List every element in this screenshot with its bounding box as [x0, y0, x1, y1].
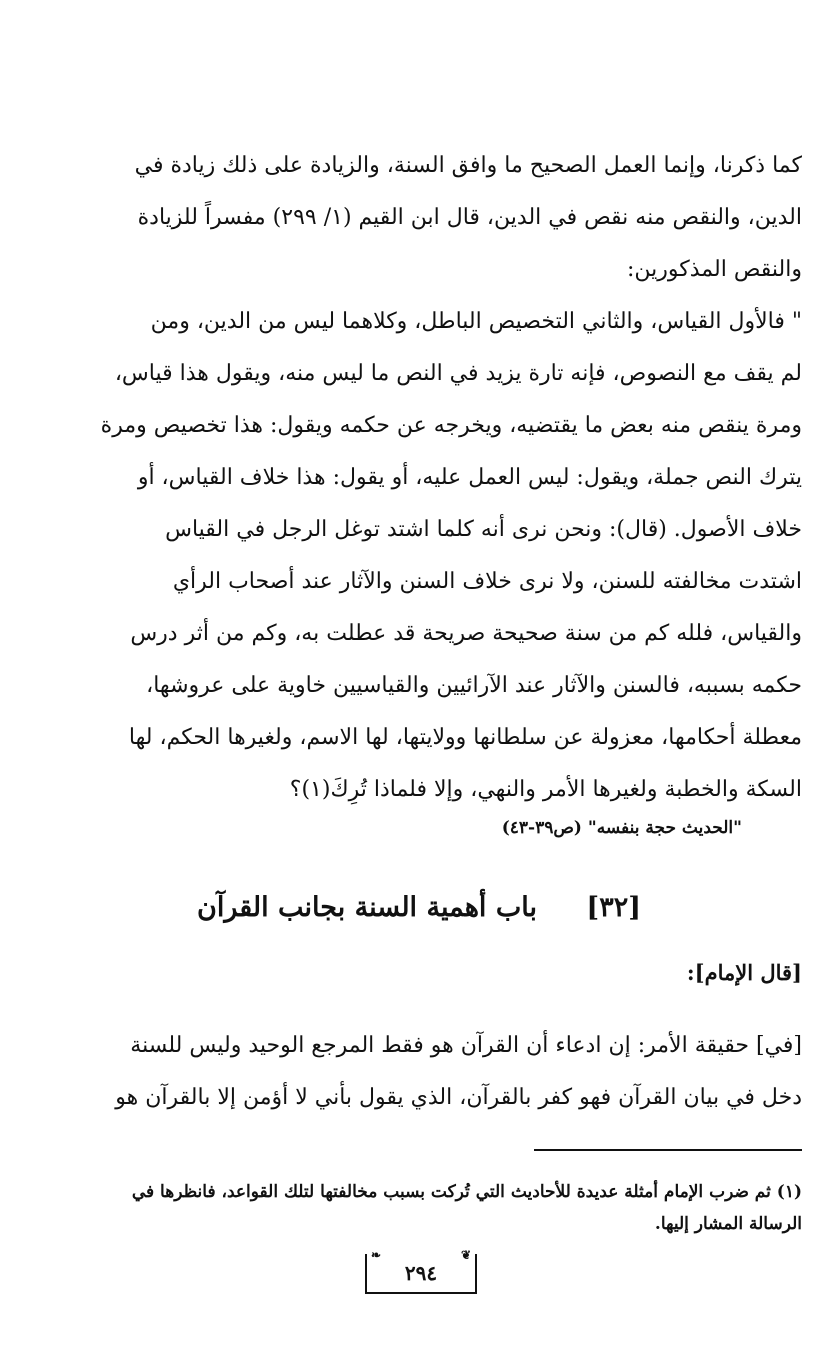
- paragraph-quote: [34, 296, 802, 816]
- chapter-number: [٣٢]: [586, 892, 641, 923]
- text-line: ومرة ينقص منه بعض ما يقتضيه، ويخرجه عن حكمه ويقول: هذا تخصيص ومرة: [100, 413, 802, 438]
- text-line: والقياس، فلله كم من سنة صحيحة صريحة قد عطلت به، وكم من أثر درس: [130, 621, 802, 646]
- footnote-line: الرسالة المشار إليها.: [654, 1214, 802, 1234]
- text-line: [في] حقيقة الأمر: إن ادعاء أن القرآن هو فقط المرجع الوحيد وليس للسنة: [130, 1033, 802, 1058]
- footnote-divider: [534, 1149, 802, 1151]
- paragraph-body: [34, 1020, 802, 1124]
- text-line: " فالأول القياس، والثاني التخصيص الباطل، وكلاهما ليس من الدين، ومن: [150, 309, 802, 334]
- page-number: ٢٩٤: [404, 1261, 438, 1285]
- imam-label: [قال الإمام]:: [686, 960, 802, 985]
- floral-ornament-icon: ❦: [460, 1248, 472, 1262]
- text-line: السكة والخطبة ولغيرها الأمر والنهي، وإلا فلماذا تُرِكَ(١)؟: [289, 777, 802, 802]
- text-line: دخل في بيان القرآن فهو كفر بالقرآن، الذي يقول بأني لا أؤمن إلا بالقرآن هو: [115, 1085, 802, 1110]
- text-line: يترك النص جملة، ويقول: ليس العمل عليه، أو يقول: هذا خلاف القياس، أو: [137, 465, 802, 490]
- text-line: الدين، والنقص منه نقص في الدين، قال ابن القيم (١/ ٢٩٩) مفسراً للزيادة: [137, 205, 802, 230]
- text-line: خلاف الأصول. (قال): ونحن نرى أنه كلما اشتد توغل الرجل في القياس: [165, 517, 802, 542]
- footnote: [34, 1176, 802, 1240]
- paragraph-intro: [34, 140, 802, 296]
- text-line: كما ذكرنا، وإنما العمل الصحيح ما وافق السنة، والزيادة على ذلك زيادة في: [134, 153, 802, 178]
- source-citation: "الحديث حجة بنفسه" (ص٣٩-٤٣): [501, 818, 742, 838]
- text-line: لم يقف مع النصوص، فإنه تارة يزيد في النص ما ليس منه، ويقول هذا قياس،: [114, 361, 802, 386]
- text-line: اشتدت مخالفته للسنن، ولا نرى خلاف السنن والآثار عند أصحاب الرأي: [172, 569, 802, 594]
- chapter-heading: [0, 892, 838, 923]
- text-line: والنقص المذكورين:: [627, 257, 802, 282]
- floral-ornament-icon: ❧: [370, 1248, 382, 1262]
- chapter-title: باب أهمية السنة بجانب القرآن: [197, 892, 537, 923]
- page-number-box: [365, 1248, 477, 1294]
- text-line: حكمه بسببه، فالسنن والآثار عند الآرائيين والقياسيين خاوية على عروشها،: [146, 673, 802, 698]
- footnote-line: (١) ثم ضرب الإمام أمثلة عديدة للأحاديث التي تُركت بسبب مخالفتها لتلك القواعد، فانظرها في: [131, 1182, 802, 1202]
- text-line: معطلة أحكامها، معزولة عن سلطانها وولايتها، لها الاسم، ولغيرها الحكم، لها: [128, 725, 802, 750]
